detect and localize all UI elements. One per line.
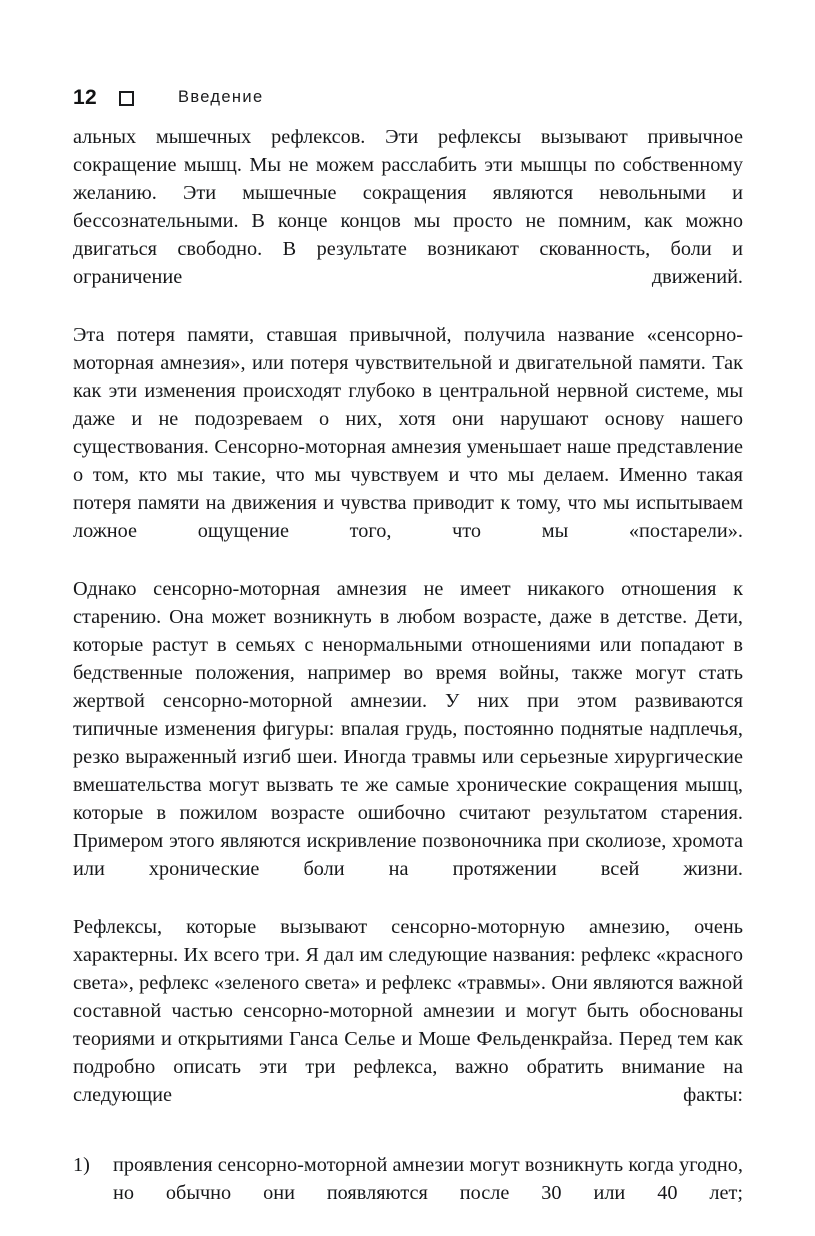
page-number: 12 <box>73 85 97 109</box>
list-item <box>73 1151 743 1235</box>
body-paragraph: Эта потеря памяти, ставшая привычной, получила название «сенсорно-моторная амнезия», или потеря чувствительной и двигательной памяти. Так как эти изменения происходят глубоко в центральной нервной системе, мы даже и не подозреваем о них, хотя они нарушают основу нашего существования. Сенсорно-моторная амнезия уменьшает наше представление о том, кто мы такие, что мы чувствуем и что мы делаем. Именно такая потеря памяти на движения и чувства приводит к тому, что мы испытываем ложное ощущение того, что мы «постарели». <box>73 323 743 543</box>
body-paragraph: Рефлексы, которые вызывают сенсорно-моторную амнезию, очень характерны. Их всего три. Я дал им следующие названия: рефлекс «красного света», рефлекс «зеленого света» и рефлекс «травмы». Они являются важной составной частью сенсорно-моторной амнезии и могут быть обоснованы теориями и открытиями Ганса Селье и Моше Фельденкрайза. Перед тем как подробно описать эти три рефлекса, важно обратить внимание на следующие факты: <box>73 915 743 1107</box>
list-item-marker: 1) <box>73 1154 90 1177</box>
numbered-list <box>73 1151 743 1235</box>
list-item-text: проявления сенсорно-моторной амнезии могут возникнуть когда угодно, но обычно они появляются после 30 или 40 лет; <box>113 1154 743 1205</box>
body-paragraph: Однако сенсорно-моторная амнезия не имеет никакого отношения к старению. Она может возникнуть в любом возрасте, даже в детстве. Дети, которые растут в семьях с ненормальными отношениями или попадают в бедственные положения, например во время войны, также могут стать жертвой сенсорно-моторной амнезии. У них при этом развиваются типичные изменения фигуры: впалая грудь, постоянно поднятые надплечья, резко выраженный изгиб шеи. Иногда травмы или серьезные хирургические вмешательства могут вызвать те же самые хронические сокращения мышц, которые в пожилом возрасте ошибочно считают результатом старения. Примером этого являются искривление позвоночника при сколиозе, хромота или хронические боли на протяжении всей жизни. <box>73 577 743 881</box>
body-paragraph: альных мышечных рефлексов. Эти рефлексы вызывают привычное сокращение мышц. Мы не можем расслабить эти мышцы по собственному желанию. Эти мышечные сокращения являются невольными и бессознательными. В конце концов мы просто не помним, как можно двигаться свободно. В результате возникают скованность, боли и ограничение движений. <box>73 126 743 289</box>
running-header <box>73 82 743 112</box>
body-text-block <box>73 123 743 1236</box>
square-outline-icon <box>119 91 134 106</box>
chapter-title: Введение <box>177 87 264 106</box>
